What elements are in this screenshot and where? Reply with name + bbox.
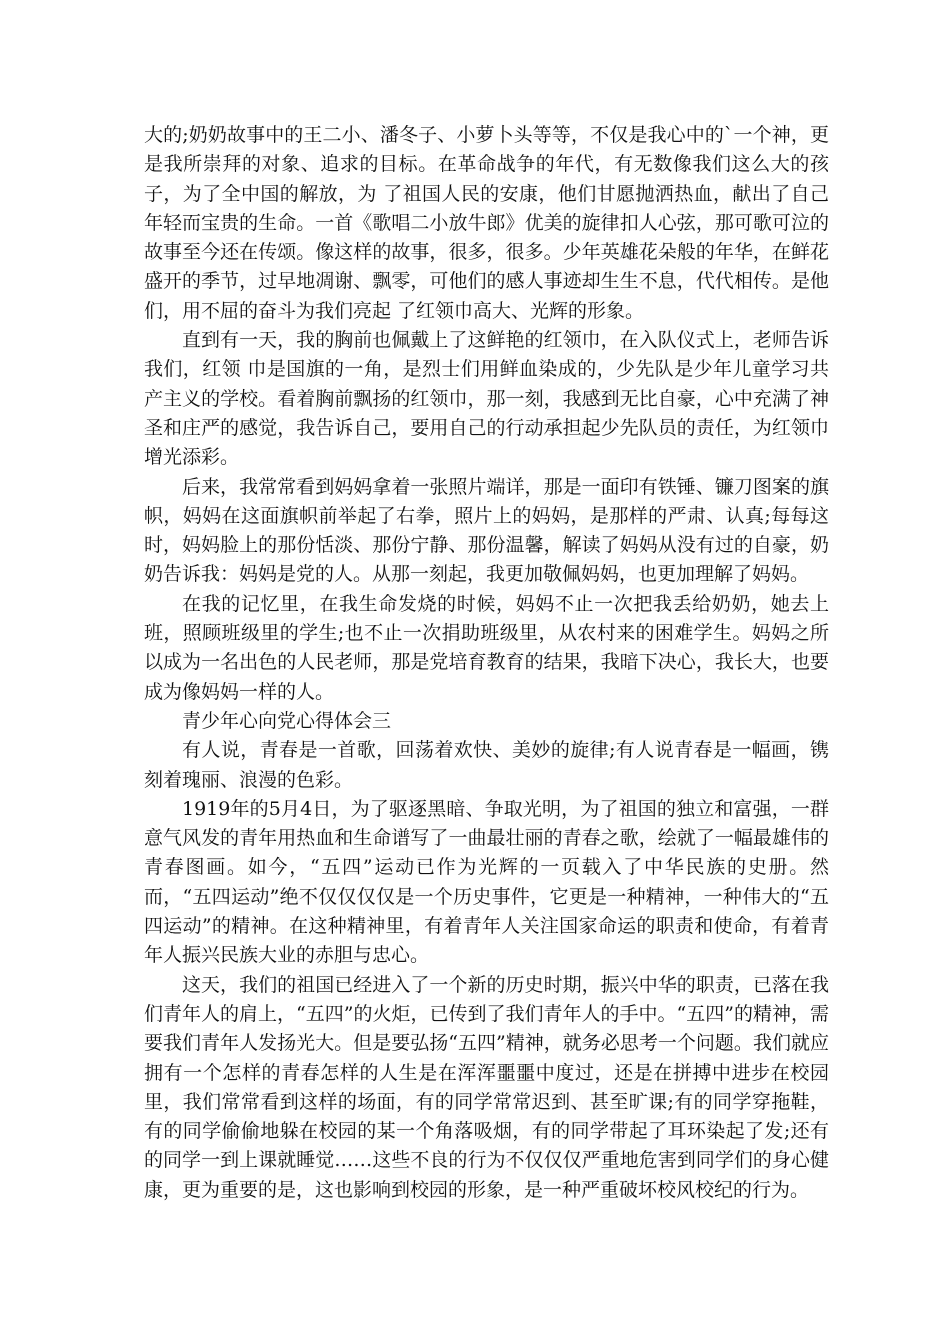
section-paragraph-3: 这天，我们的祖国已经进入了一个新的历史时期，振兴中华的职责，已落在我们青年人的肩上，“五四”的火炬，已传到了我们青年人的手中。“五四”的精神，需要我们青年人发扬光大。但是要弘扬“五四”精神，就务必思考一个问题。我们就应拥有一个怎样的青春怎样的人生是在浑浑噩噩中度过，还是在拼搏中进步在校园里，我们常常看到这样的场面，有的同学常常迟到、甚至旷课;有的同学穿拖鞋，有的同学偷偷地躲在校园的某一个角落吸烟，有的同学带起了耳环染起了发;还有的同学一到上课就睡觉……这些不良的行为不仅仅仅严重地危害到同学们的身心健康，更为重要的是，这也影响到校园的形象，是一种严重破坏校风校纪的行为。	[144, 973, 829, 1201]
section-paragraph-1: 有人说，青春是一首歌，回荡着欢快、美妙的旋律;有人说青春是一幅画，镌刻着瑰丽、浪漫的色彩。	[144, 739, 829, 791]
paragraph-3: 后来，我常常看到妈妈拿着一张照片端详，那是一面印有铁锤、镰刀图案的旗帜，妈妈在这面旗帜前举起了右拳，照片上的妈妈，是那样的严肃、认真;每每这时，妈妈脸上的那份恬淡、那份宁静、那份温馨，解读了妈妈从没有过的自豪，奶奶告诉我：妈妈是党的人。从那一刻起，我更加敬佩妈妈，也更加理解了妈妈。	[144, 475, 829, 586]
section-title: 青少年心向党心得体会三	[182, 709, 392, 732]
paragraph-2: 直到有一天，我的胸前也佩戴上了这鲜艳的红领巾，在入队仪式上，老师告诉我们，红领 巾是国旗的一角，是烈士们用鲜血染成的，少先队是少年儿童学习共产主义的学校。看着胸前飘扬的红领巾，那一刻，我感到无比自豪，心中充满了神圣和庄严的感觉，我告诉自己，要用自己的行动承担起少先队员的责任，为红领巾增光添彩。	[144, 329, 829, 469]
paragraph-4: 在我的记忆里，在我生命发烧的时候，妈妈不止一次把我丢给奶奶，她去上班，照顾班级里的学生;也不止一次捐助班级里，从农村来的困难学生。妈妈之所以成为一名出色的人民老师，那是党培育教育的结果，我暗下决心，我长大，也要成为像妈妈一样的人。	[144, 592, 829, 703]
paragraph-1: 大的;奶奶故事中的王二小、潘冬子、小萝卜头等等，不仅是我心中的`一个神，更是我所崇拜的对象、追求的目标。在革命战争的年代，有无数像我们这么大的孩子，为了全中国的解放，为 了祖国人民的安康，他们甘愿抛洒热血，献出了自己年轻而宝贵的生命。一首《歌唱二小放牛郎》优美的旋律扣人心弦，那可歌可泣的故事至今还在传颂。像这样的故事，很多，很多。少年英雄花朵般的年华，在鲜花盛开的季节，过早地凋谢、飘零，可他们的感人事迹却生生不息，代代相传。是他们，用不屈的奋斗为我们亮起 了红领巾高大、光辉的形象。	[144, 124, 829, 322]
section-paragraph-2: 1919年的5月4日，为了驱逐黑暗、争取光明，为了祖国的独立和富强，一群意气风发的青年用热血和生命谱写了一曲最壮丽的青春之歌，绘就了一幅最雄伟的青春图画。如今，“五四”运动已作为光辉的一页载入了中华民族的史册。然而，“五四运动”绝不仅仅仅仅是一个历史事件，它更是一种精神，一种伟大的“五四运动”的精神。在这种精神里，有着青年人关注国家命运的职责和使命，有着青年人振兴民族大业的赤胆与忠心。	[144, 797, 829, 967]
document-page	[144, 121, 829, 1205]
